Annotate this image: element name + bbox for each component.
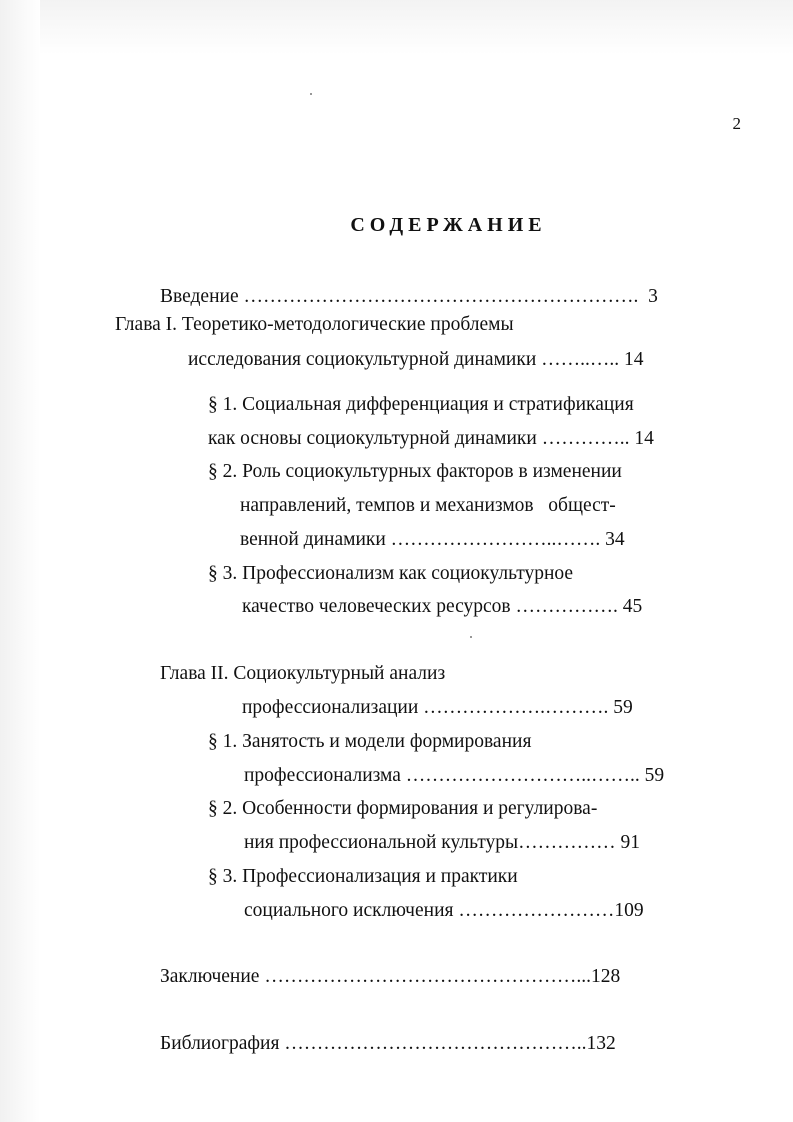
toc-entry-introduction: Введение ……………………………………………………. 3 bbox=[160, 286, 658, 307]
toc-ch1-section-2-cont: венной динамики ……………………..……. 34 bbox=[240, 529, 625, 550]
toc-ch2-section-1-cont: профессионализма ………………………..…….. 59 bbox=[244, 765, 665, 786]
toc-ch1-section-2-cont: направлений, темпов и механизмов общест- bbox=[240, 495, 616, 516]
toc-chapter-1-title-cont: исследования социокультурной динамики ……..….. 14 bbox=[188, 349, 644, 370]
toc-ch2-section-1: § 1. Занятость и модели формирования bbox=[208, 731, 532, 752]
toc-ch2-section-2: § 2. Особенности формирования и регулирова- bbox=[208, 798, 598, 819]
toc-ch1-section-1: § 1. Социальная дифференциация и стратификация bbox=[208, 394, 634, 415]
toc-chapter-1-title: Глава I. Теоретико-методологические проблемы bbox=[115, 314, 514, 335]
scan-speck bbox=[310, 93, 312, 95]
toc-ch2-section-2-cont: ния профессиональной культуры…………… 91 bbox=[244, 832, 641, 853]
scan-speck bbox=[470, 636, 472, 638]
toc-entry-bibliography: Библиография ………………………………………..132 bbox=[160, 1033, 616, 1054]
toc-entry-conclusion: Заключение …………………………………………...128 bbox=[160, 966, 621, 987]
page-title: СОДЕРЖАНИЕ bbox=[350, 214, 547, 236]
scan-left-shading bbox=[0, 0, 40, 1122]
toc-ch2-section-3-cont: социального исключения ……………………109 bbox=[244, 900, 644, 921]
toc-ch1-section-1-cont: как основы социокультурной динамики ………….. 14 bbox=[208, 428, 654, 449]
page-number: 2 bbox=[732, 114, 741, 133]
toc-chapter-2-title-cont: профессионализации ……………….………. 59 bbox=[242, 697, 633, 718]
toc-ch1-section-3: § 3. Профессионализм как социокультурное bbox=[208, 563, 574, 584]
scan-top-shading bbox=[0, 0, 793, 55]
toc-chapter-2-title: Глава II. Социокультурный анализ bbox=[160, 663, 446, 684]
toc-ch1-section-2: § 2. Роль социокультурных факторов в изменении bbox=[208, 461, 622, 482]
toc-ch2-section-3: § 3. Профессионализация и практики bbox=[208, 866, 518, 887]
toc-ch1-section-3-cont: качество человеческих ресурсов ……………. 45 bbox=[242, 596, 643, 617]
